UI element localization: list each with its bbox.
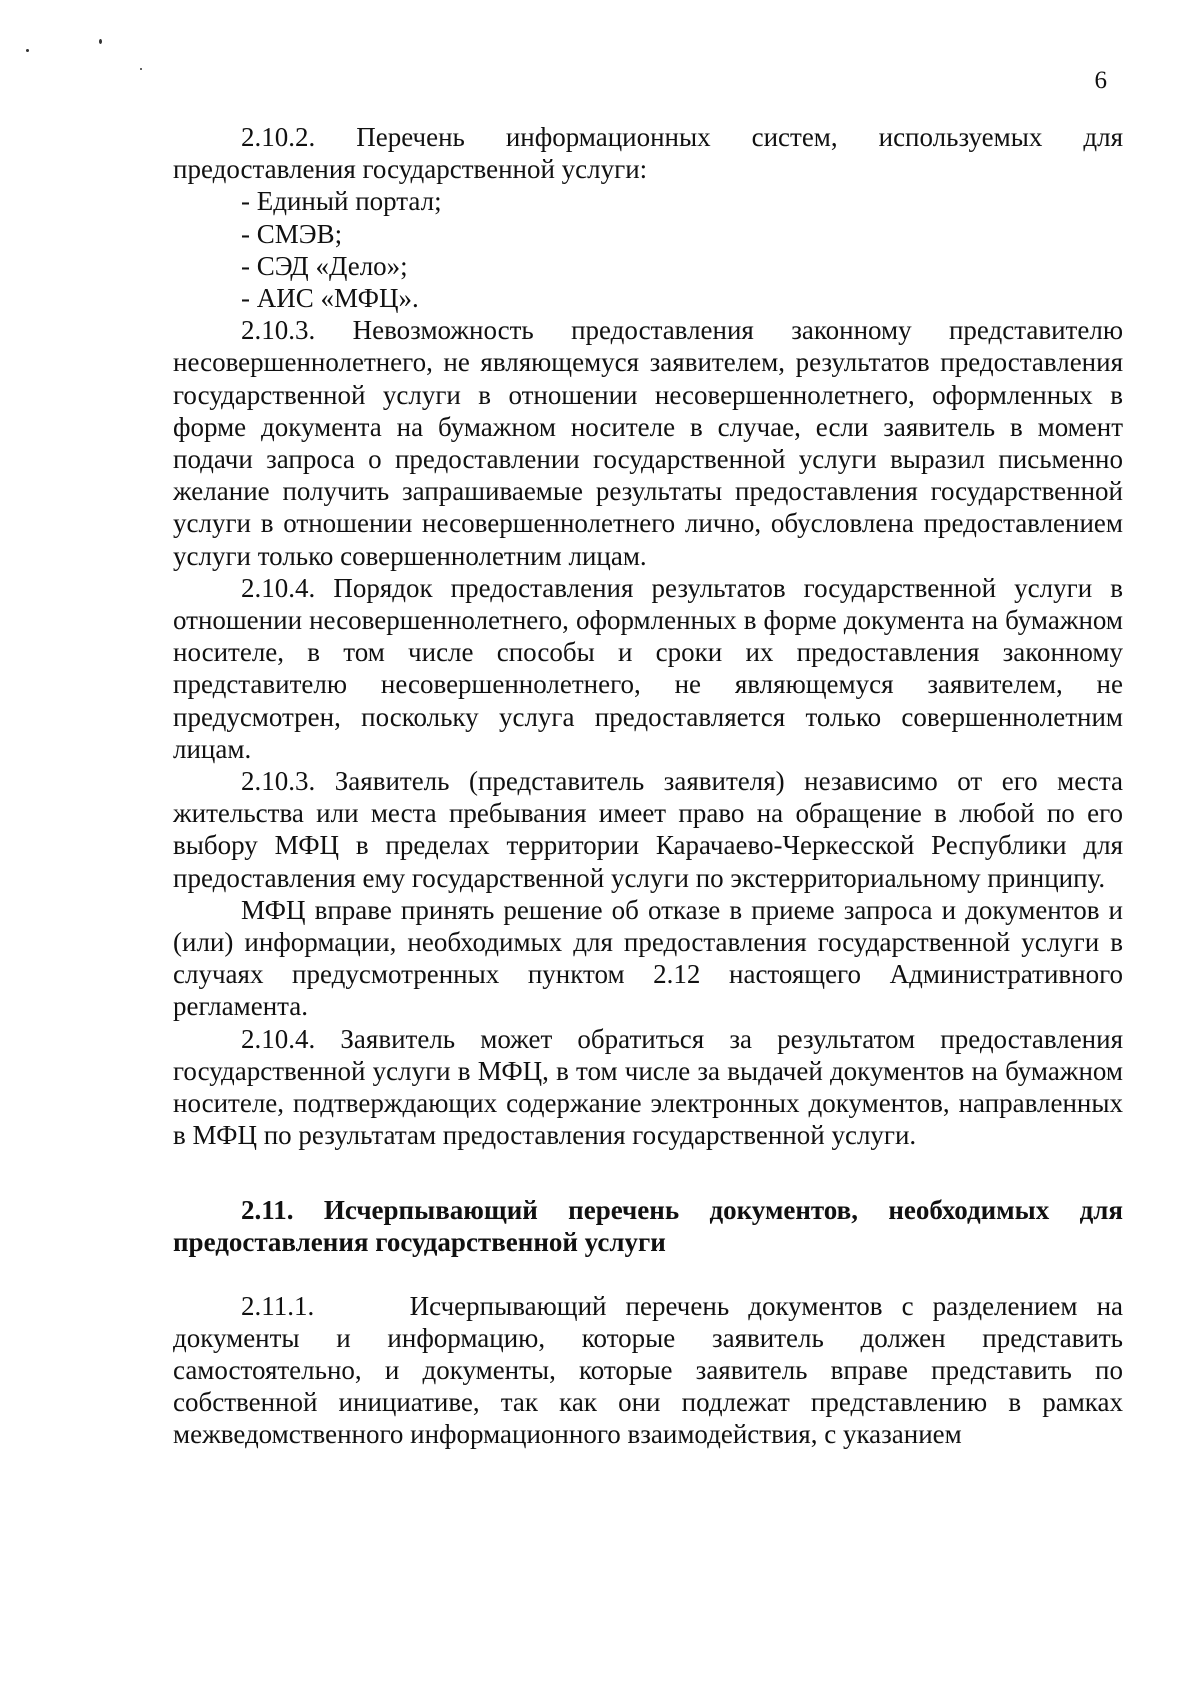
- list-item: - Единый портал;: [241, 186, 442, 217]
- paragraph-2-10-2: 2.10.2. Перечень информационных систем, используемых для предоставления государственной услуги:: [173, 122, 1123, 185]
- section-heading-2-11: 2.11. Исчерпывающий перечень документов, необходимых для предоставления государственной услуги: [173, 1194, 1123, 1257]
- paragraph-2-11-1: 2.11.1. Исчерпывающий перечень документов с разделением на документы и информацию, которые заявитель должен представить самостоятельно, и документы, которые заявитель вправе представить по собственной инициативе, так как они подлежат представлению в рамках межведомственного информационного взаимодействия, с указанием: [173, 1290, 1130, 1450]
- list-item: - АИС «МФЦ».: [241, 283, 419, 314]
- paragraph-2-10-3-minor-results: 2.10.3. Невозможность предоставления законному представителю несовершеннолетнего, не являющемуся заявителем, результатов предоставления государственной услуги в отношении несовершеннолетнего, оформленных в форме документа на бумажном носителе в случае, если заявитель в момент подачи запроса о предоставлении государственной услуги выразил письменно желание получить запрашиваемые результаты предоставления государственной услуги в отношении несовершеннолетнего лично, обусловлена предоставлением услуги только совершеннолетним лицам.: [173, 315, 1123, 571]
- scan-speck: [26, 49, 29, 52]
- list-item: - СЭД «Дело»;: [241, 250, 408, 281]
- paragraph-mfc-refusal: МФЦ вправе принять решение об отказе в приеме запроса и документов и (или) информации, необходимых для предоставления государственной услуги в случаях предусмотренных пунктом 2.12 настоящего Административного регламента.: [173, 894, 1123, 1022]
- scan-speck: [140, 68, 142, 70]
- document-body: [173, 121, 1130, 1451]
- information-systems-list: [173, 185, 1123, 314]
- page-number: 6: [1094, 67, 1107, 94]
- paragraph-2-10-4-results-procedure: 2.10.4. Порядок предоставления результатов государственной услуги в отношении несовершеннолетнего, оформленных в форме документа на бумажном носителе, в том числе способы и сроки их предоставления законному представителю несовершеннолетнего, не являющемуся заявителем, не предусмотрен, поскольку услуга предоставляется только совершеннолетним лицам.: [173, 572, 1123, 764]
- paragraph-2-10-3-extraterritorial: 2.10.3. Заявитель (представитель заявителя) независимо от его места жительства или места пребывания имеет право на обращение в любой по его выбору МФЦ в пределах территории Карачаево-Черкесской Республики для предоставления ему государственной услуги по экстерриториальному принципу.: [173, 766, 1123, 893]
- paragraph-2-10-4-mfc-result: 2.10.4. Заявитель может обратиться за результатом предоставления государственной услуги в МФЦ, в том числе за выдачей документов на бумажном носителе, подтверждающих содержание электронных документов, направленных в МФЦ по результатам предоставления государственной услуги.: [173, 1023, 1123, 1151]
- scan-speck: [99, 39, 102, 44]
- list-item: - СМЭВ;: [241, 218, 343, 249]
